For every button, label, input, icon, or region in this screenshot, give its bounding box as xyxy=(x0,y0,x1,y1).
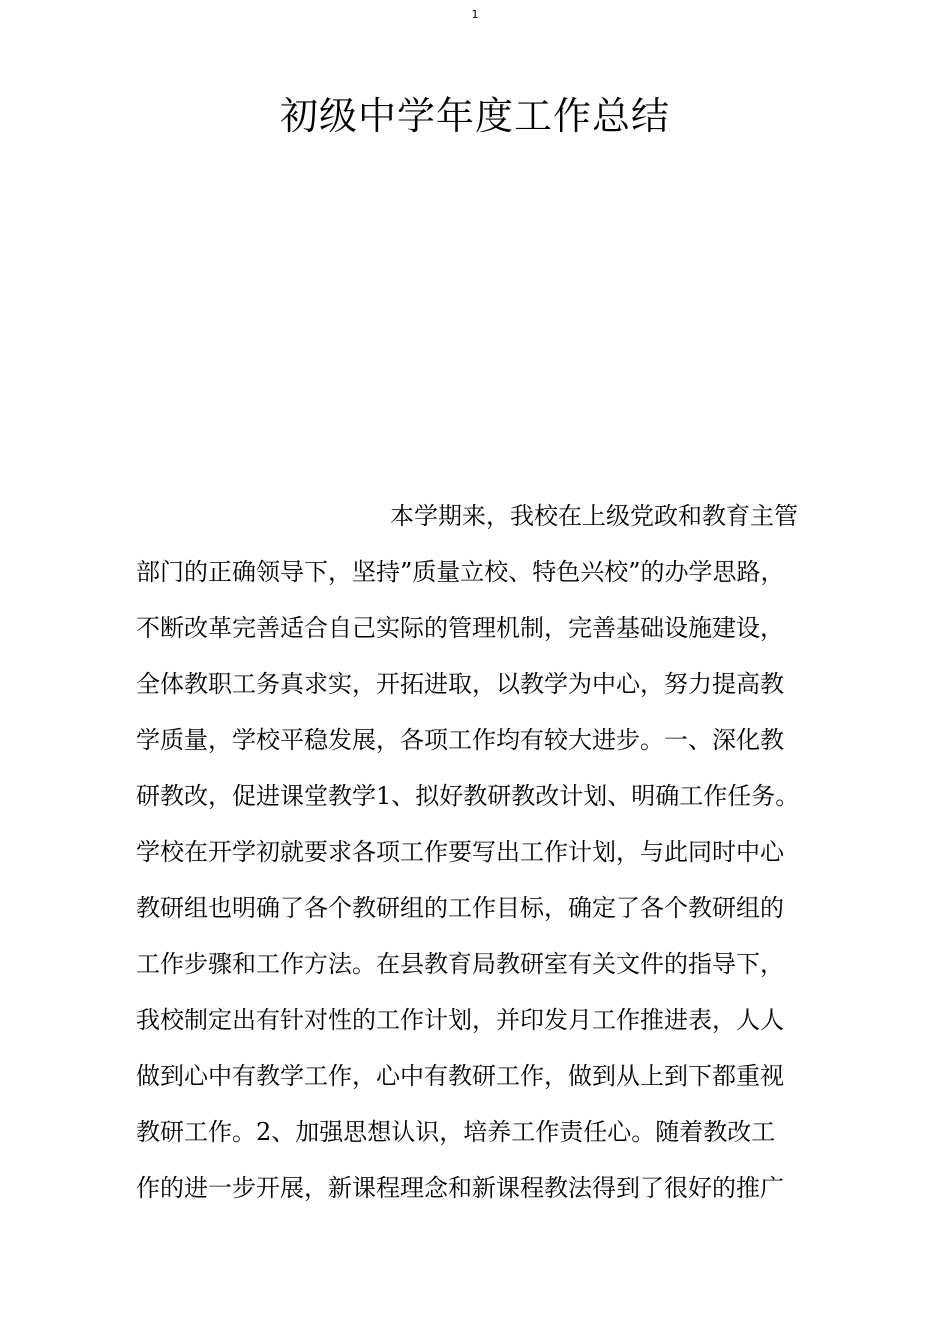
body-line: 部门的正确领导下，坚持”质量立校、特色兴校”的办学思路， xyxy=(136,558,785,586)
document-title: 初级中学年度工作总结 xyxy=(279,94,670,138)
body-line: 学校在开学初就要求各项工作要写出工作计划，与此同时中心 xyxy=(136,838,784,866)
body-line: 全体教职工务真求实，开拓进取，以教学为中心，努力提高教 xyxy=(136,670,784,698)
body-line: 教研组也明确了各个教研组的工作目标，确定了各个教研组的 xyxy=(136,894,784,922)
body-line: 作的进一步开展，新课程理念和新课程教法得到了很好的推广 xyxy=(136,1174,784,1202)
body-line: 教研工作。2、加强思想认识，培养工作责任心。随着教改工 xyxy=(136,1118,776,1146)
body-line: 研教改，促进课堂教学1、拟好教研教改计划、明确工作任务。 xyxy=(136,782,800,810)
body-line: 工作步骤和工作方法。在县教育局教研室有关文件的指导下， xyxy=(136,950,784,978)
body-line: 不断改革完善适合自己实际的管理机制，完善基础设施建设， xyxy=(136,614,784,642)
body-line: 学质量，学校平稳发展，各项工作均有较大进步。一、深化教 xyxy=(136,726,784,754)
page-number: 1 xyxy=(471,8,479,21)
body-line: 做到心中有教学工作，心中有教研工作，做到从上到下都重视 xyxy=(136,1062,784,1090)
body-line: 我校制定出有针对性的工作计划，并印发月工作推进表，人人 xyxy=(136,1006,784,1034)
body-line: 本学期来，我校在上级党政和教育主管 xyxy=(390,502,798,530)
